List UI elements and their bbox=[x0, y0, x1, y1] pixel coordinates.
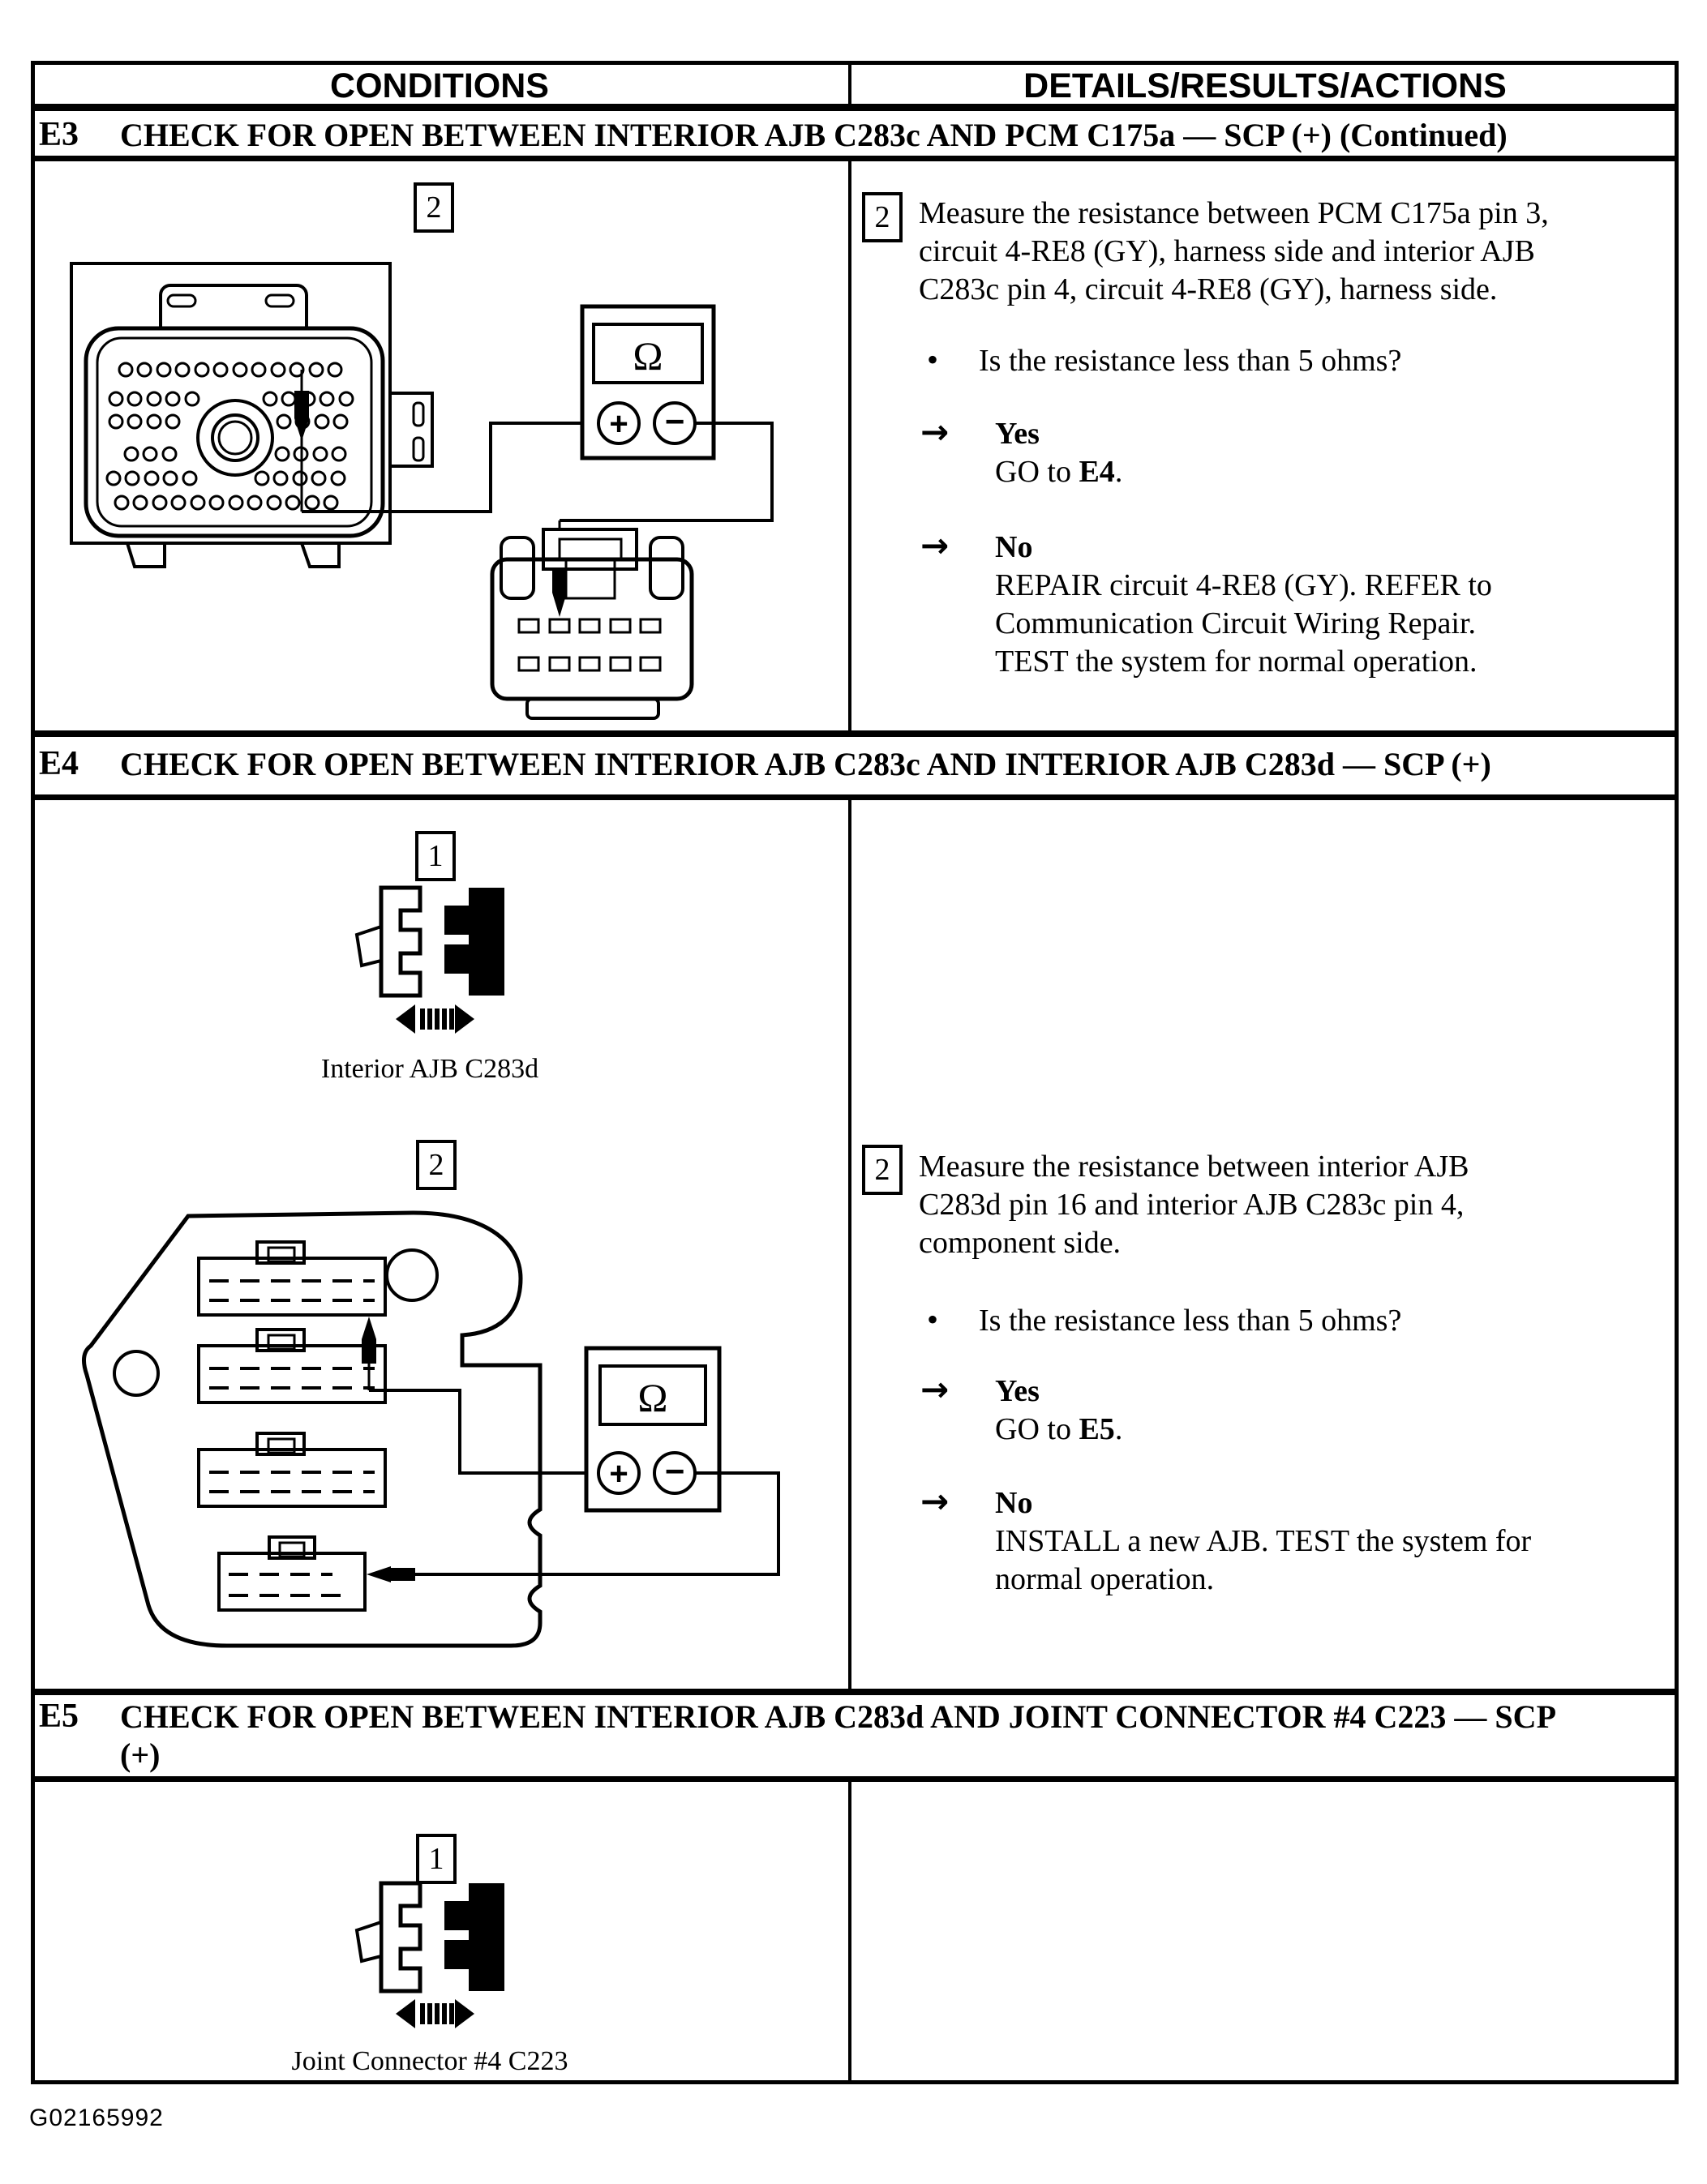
step-number: 2 bbox=[874, 200, 890, 234]
result-no-action-line: Communication Circuit Wiring Repair. bbox=[995, 606, 1477, 640]
step-number: 1 bbox=[427, 839, 444, 873]
step-title-e3: CHECK FOR OPEN BETWEEN INTERIOR AJB C283c AND PCM C175a — SCP (+) (Continued) bbox=[120, 117, 1508, 153]
e4-band-top-rule bbox=[31, 730, 1679, 737]
probe-tip-icon bbox=[294, 391, 309, 418]
e3-band-bottom-rule bbox=[31, 156, 1679, 161]
e5-band-top-rule bbox=[31, 1689, 1679, 1695]
step-title-e4: CHECK FOR OPEN BETWEEN INTERIOR AJB C283c AND INTERIOR AJB C283d — SCP (+) bbox=[120, 746, 1491, 782]
column-divider bbox=[848, 1782, 851, 2084]
column-divider bbox=[848, 161, 851, 730]
column-header-conditions: CONDITIONS bbox=[330, 66, 549, 105]
result-no-label: No bbox=[995, 1486, 1033, 1520]
negative-terminal-label: − bbox=[664, 402, 685, 440]
result-arrow-icon: → bbox=[920, 525, 950, 565]
disconnect-symbol-icon bbox=[357, 1883, 504, 2028]
ajb-diagram-and-disconnect-symbol bbox=[65, 884, 811, 1670]
result-yes-label: Yes bbox=[995, 417, 1040, 451]
connector-label: Interior AJB C283d bbox=[320, 1054, 539, 1084]
result-arrow-icon: → bbox=[920, 412, 950, 452]
negative-terminal-label: − bbox=[664, 1452, 685, 1490]
instruction-line: component side. bbox=[919, 1226, 1122, 1260]
result-no-action-line: TEST the system for normal operation. bbox=[995, 644, 1478, 679]
positive-terminal-label: + bbox=[609, 1456, 628, 1492]
disconnect-symbol-joint-connector bbox=[292, 1873, 568, 2043]
instruction-line: Measure the resistance between interior AJB bbox=[919, 1150, 1469, 1184]
disconnect-arrow-icon bbox=[396, 1999, 474, 2028]
result-arrow-icon: → bbox=[920, 1481, 950, 1521]
step-title-e5: CHECK FOR OPEN BETWEEN INTERIOR AJB C283d AND JOINT CONNECTOR #4 C223 — SCP bbox=[120, 1698, 1556, 1735]
step-id-e3: E3 bbox=[39, 116, 79, 153]
step-number: 2 bbox=[426, 191, 442, 225]
column-divider bbox=[848, 800, 851, 1689]
question-text: Is the resistance less than 5 ohms? bbox=[979, 344, 1402, 378]
ajb-body-outline bbox=[84, 1213, 540, 1646]
step-id-e5: E5 bbox=[39, 1698, 79, 1735]
bullet-icon: • bbox=[927, 341, 939, 378]
ajb-c283c-connector-diagram bbox=[492, 529, 692, 718]
question-text: Is the resistance less than 5 ohms? bbox=[979, 1304, 1402, 1338]
ohmmeter-icon bbox=[586, 1348, 719, 1510]
result-no-label: No bbox=[995, 530, 1033, 564]
column-header-details: DETAILS/RESULTS/ACTIONS bbox=[1023, 66, 1507, 105]
result-no-action-line: INSTALL a new AJB. TEST the system for bbox=[995, 1524, 1532, 1558]
instruction-line: C283d pin 16 and interior AJB C283c pin 4, bbox=[919, 1188, 1465, 1222]
step-number: 2 bbox=[874, 1153, 890, 1187]
step-badge bbox=[416, 1140, 457, 1190]
step-title-e5-wrap: (+) bbox=[120, 1736, 161, 1773]
result-arrow-icon: → bbox=[920, 1369, 950, 1409]
result-no-action-line: REPAIR circuit 4-RE8 (GY). REFER to bbox=[995, 568, 1492, 602]
pcm-c175a-connector-diagram bbox=[49, 170, 843, 730]
connector-label: Joint Connector #4 C223 bbox=[291, 2046, 568, 2076]
step-badge bbox=[415, 831, 456, 881]
result-yes-action: GO to E4. bbox=[995, 455, 1123, 489]
positive-terminal-label: + bbox=[609, 406, 628, 442]
e5-band-bottom-rule bbox=[31, 1776, 1679, 1782]
step-badge bbox=[862, 1145, 903, 1195]
ohmmeter-icon bbox=[582, 306, 714, 458]
ohm-symbol: Ω bbox=[633, 333, 663, 379]
instruction-line: C283c pin 4, circuit 4-RE8 (GY), harness side. bbox=[919, 272, 1498, 306]
result-yes-label: Yes bbox=[995, 1374, 1040, 1408]
disconnect-symbol-icon bbox=[357, 888, 504, 1034]
step-number: 1 bbox=[428, 1842, 444, 1876]
e4-band-bottom-rule bbox=[31, 794, 1679, 800]
step-number: 2 bbox=[428, 1148, 444, 1182]
bullet-icon: • bbox=[927, 1301, 939, 1338]
result-yes-action: GO to E5. bbox=[995, 1412, 1123, 1446]
instruction-line: Measure the resistance between PCM C175a pin 3, bbox=[919, 196, 1549, 230]
disconnect-arrow-icon bbox=[396, 1004, 474, 1034]
figure-id: G02165992 bbox=[29, 2105, 164, 2131]
step-id-e4: E4 bbox=[39, 745, 79, 782]
terminal-slots bbox=[519, 619, 660, 670]
instruction-line: circuit 4-RE8 (GY), harness side and interior AJB bbox=[919, 234, 1535, 268]
result-no-action-line: normal operation. bbox=[995, 1562, 1215, 1596]
ohm-symbol: Ω bbox=[637, 1375, 668, 1420]
step-badge bbox=[862, 192, 903, 242]
